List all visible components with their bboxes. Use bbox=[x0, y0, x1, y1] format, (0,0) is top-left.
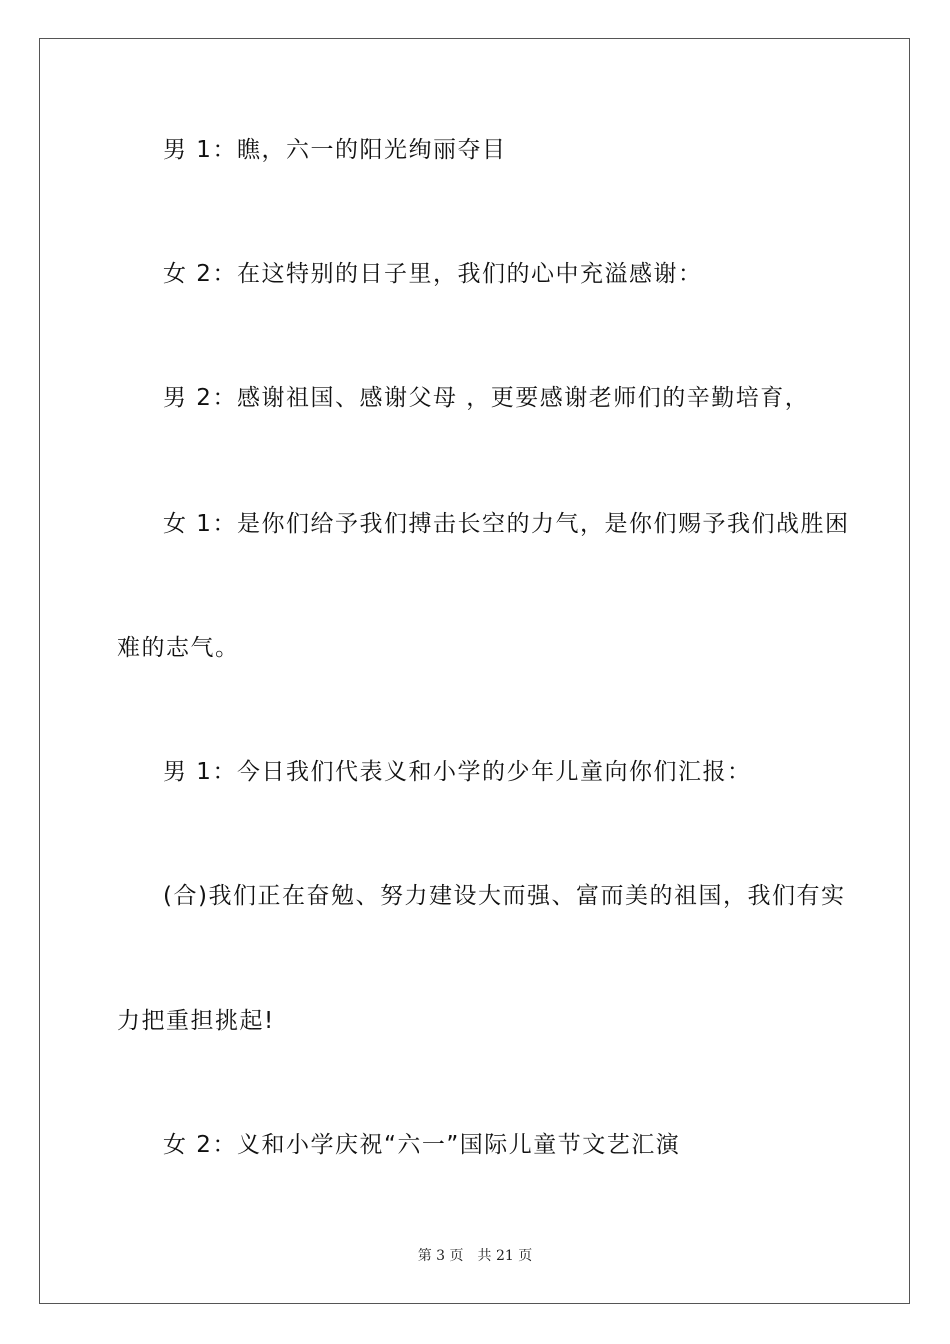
paragraph-line: 力把重担挑起! bbox=[117, 1008, 275, 1034]
paragraph-line: 女 1：是你们给予我们搏击长空的力气，是你们赐予我们战胜困 bbox=[163, 511, 850, 537]
page-number: 第 3 页 bbox=[417, 1248, 464, 1264]
page-total: 共 21 页 bbox=[477, 1248, 533, 1264]
paragraph-line: (合)我们正在奋勉、努力建设大而强、富而美的祖国，我们有实 bbox=[163, 883, 846, 909]
paragraph-line: 女 2：在这特别的日子里，我们的心中充溢感谢： bbox=[163, 261, 703, 287]
paragraph-line: 男 1：瞧，六一的阳光绚丽夺目 bbox=[163, 137, 507, 163]
page-footer bbox=[0, 1246, 950, 1266]
paragraph-line: 男 1：今日我们代表义和小学的少年儿童向你们汇报： bbox=[163, 759, 752, 785]
paragraph-line: 女 2：义和小学庆祝“六一”国际儿童节文艺汇演 bbox=[163, 1132, 681, 1158]
paragraph-line: 难的志气。 bbox=[117, 635, 240, 661]
page-border bbox=[39, 38, 910, 1304]
paragraph-line: 男 2：感谢祖国、感谢父母 ，更要感谢老师们的辛勤培育， bbox=[163, 385, 810, 411]
